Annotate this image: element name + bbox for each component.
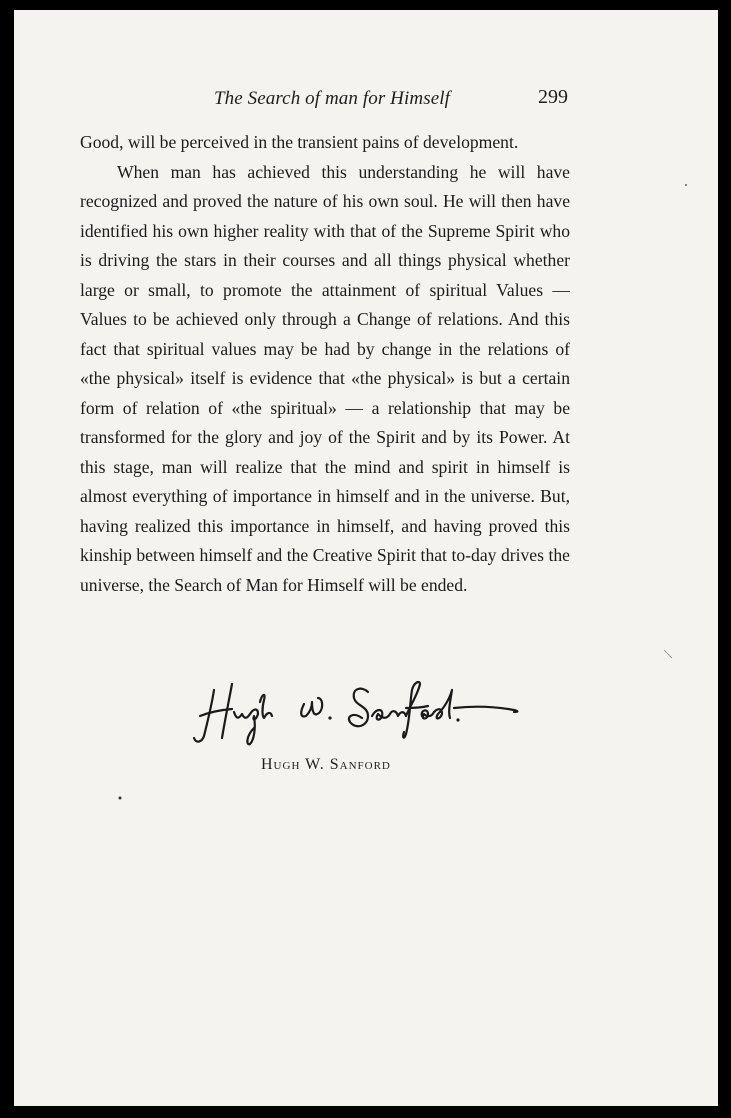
book-page	[14, 10, 718, 1106]
paragraph-2: When man has achieved this understanding he will have recognized and proved the nature of his own soul. He will then have identified his own higher reality with that of the Supreme Spirit who is driving the stars in their courses and all things physical whether large or small, to promote the attainment of spiritual Values — Values to be achieved only through a Change of relations. And this fact that spiritual values may be had by change in the relations of «the physical» itself is evidence that «the physical» is but a certain form of relation of «the spiritual» — a relationship that may be transformed for the glory and joy of the Spirit and by its Power. At this stage, man will realize that the mind and spirit in himself is almost everything of importance in himself and in the universe. But, having realized this importance in himself, and having proved this kinship between himself and the Creative Spirit that to-day drives the universe, the Search of Man for Himself will be ended.	[80, 161, 570, 595]
body-text	[80, 128, 570, 600]
running-head	[74, 80, 568, 114]
author-name: Hugh W. Sanford	[261, 756, 391, 773]
page-number: 299	[538, 86, 568, 108]
paragraph-1: Good, will be perceived in the transient pains of development.	[80, 132, 519, 152]
handwritten-signature	[192, 678, 522, 748]
running-title: The Search of man for Himself	[214, 88, 450, 109]
